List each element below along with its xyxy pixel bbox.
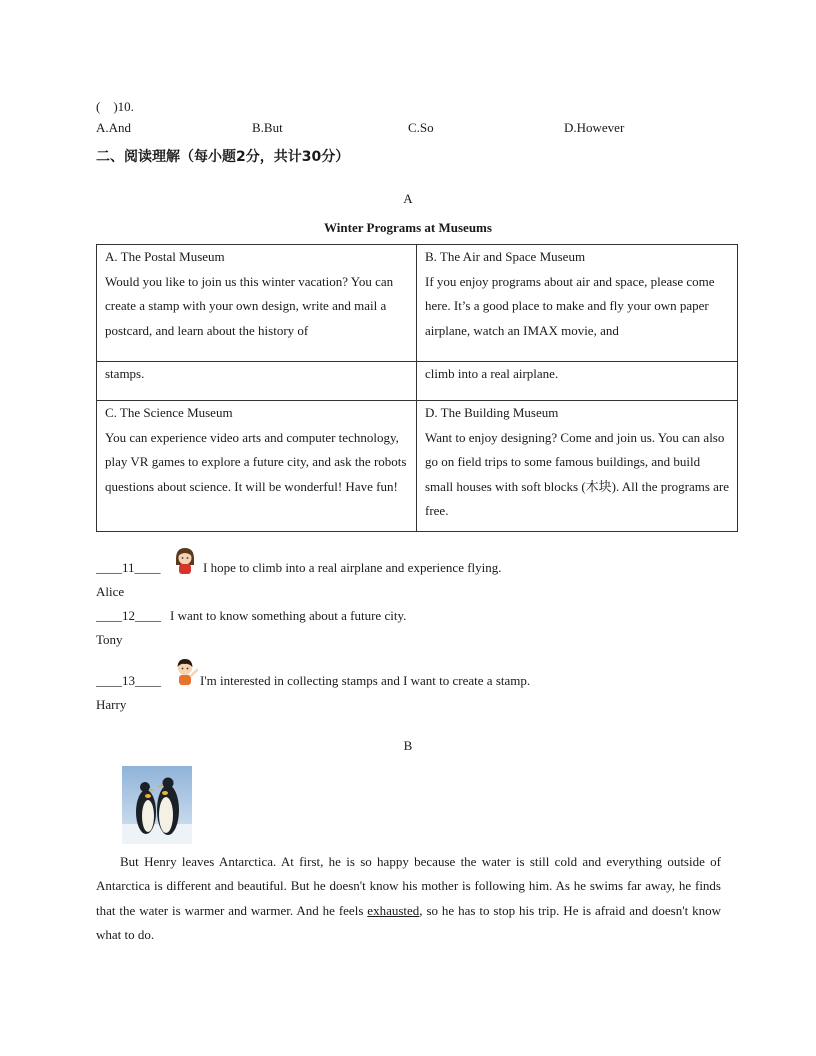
cell-postal-museum xyxy=(97,245,417,362)
air-space-museum-text: If you enjoy programs about air and space, please come here. It’s a good place to make and fly your own paper airplane, watch an IMAX movie, and xyxy=(425,273,715,338)
question-12-blank[interactable]: ____12____ xyxy=(96,608,161,623)
postal-museum-continued: stamps. xyxy=(97,362,417,401)
question-11-name: Alice xyxy=(96,584,125,599)
museum-table xyxy=(96,244,738,532)
question-10-label: ( )10. xyxy=(96,99,134,114)
science-museum-title: C. The Science Museum xyxy=(105,405,233,420)
option-b: B.But xyxy=(252,120,283,135)
option-d: D.However xyxy=(564,120,625,135)
question-13 xyxy=(96,673,161,689)
passage-b-paragraph xyxy=(96,850,721,947)
building-museum-text: Want to enjoy designing? Come and join us. You can also go on field trips to some famous buildings, and build small houses with soft blocks (木块). All the programs are free. xyxy=(425,429,730,518)
girl-avatar-icon xyxy=(170,545,200,575)
cell-air-space-museum xyxy=(417,245,738,362)
option-c: C.So xyxy=(408,120,434,135)
penguins-image xyxy=(122,766,192,844)
question-12 xyxy=(96,608,161,624)
boy-avatar-icon xyxy=(170,656,200,686)
question-10-options xyxy=(0,120,816,138)
building-museum-title: D. The Building Museum xyxy=(425,405,559,420)
passage-b-letter: B xyxy=(403,738,413,753)
question-11 xyxy=(96,560,161,576)
air-space-museum-continued: climb into a real airplane. xyxy=(417,362,738,401)
option-a: A.And xyxy=(96,120,132,135)
passage-a-letter: A xyxy=(403,191,413,206)
cell-science-museum xyxy=(97,401,417,532)
question-13-text: I'm interested in collecting stamps and I want to create a stamp. xyxy=(200,673,531,688)
postal-museum-text: Would you like to join us this winter vacation? You can create a stamp with your own design, write and mail a postcard, and learn about the history of xyxy=(105,273,394,338)
question-13-blank[interactable]: ____13____ xyxy=(96,673,161,688)
question-11-text: I hope to climb into a real airplane and experience flying. xyxy=(203,560,502,575)
paragraph-text-end: , so he has to stop his trip. He is afraid and doesn't know what to do. xyxy=(96,902,721,942)
passage-a-title: Winter Programs at Museums xyxy=(324,220,492,235)
air-space-museum-title: B. The Air and Space Museum xyxy=(425,249,586,264)
underlined-word: exhausted xyxy=(367,902,420,918)
question-13-name: Harry xyxy=(96,697,127,712)
question-12-text: I want to know something about a future city. xyxy=(170,608,407,623)
paragraph-text-start: But Henry leaves Antarctica. At first, he is so happy because the water is still cold and everything outside of Antarctica is different and beautiful. But he doesn't know his mother is following him. As he swims far away, he finds that the water is warmer and warmer. And he feels xyxy=(96,854,721,918)
question-11-blank[interactable]: ____11____ xyxy=(96,560,161,575)
cell-building-museum xyxy=(417,401,738,532)
question-12-name: Tony xyxy=(96,632,123,647)
section-heading: 二、阅读理解（每小题2分，共计30分） xyxy=(96,149,350,165)
science-museum-text: You can experience video arts and computer technology, play VR games to explore a future city, and ask the robots questions about science. It will be wonderful! Have fun! xyxy=(105,429,407,494)
postal-museum-title: A. The Postal Museum xyxy=(105,249,225,264)
